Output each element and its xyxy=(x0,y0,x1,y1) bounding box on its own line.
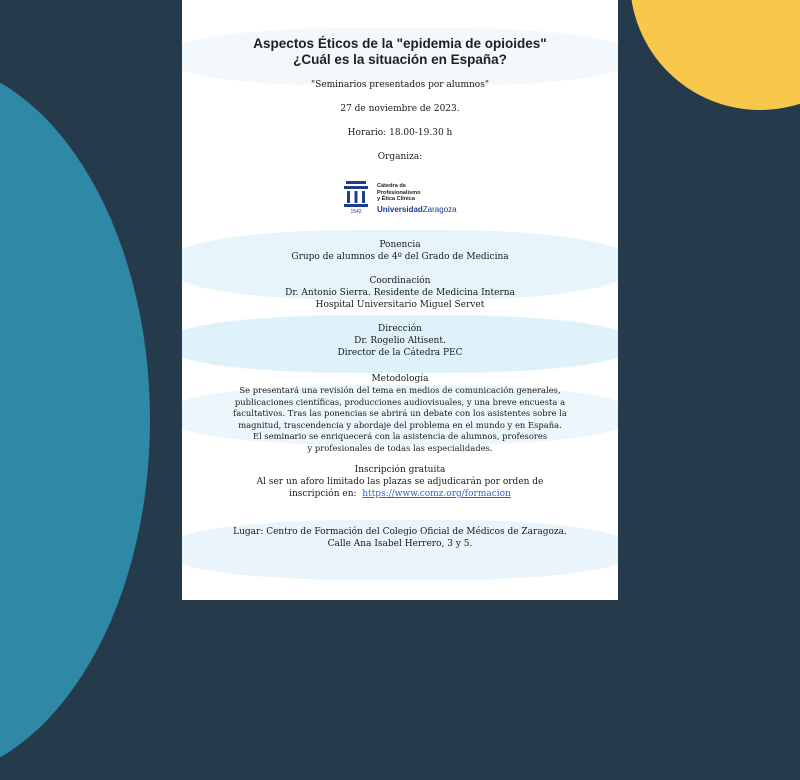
direccion-line-2: Director de la Cátedra PEC xyxy=(337,348,463,358)
coordinacion-heading: Coordinación xyxy=(369,276,431,286)
decorative-blue-circle xyxy=(0,60,150,780)
title-line-1: Aspectos Éticos de la "epidemia de opioides" xyxy=(253,36,547,51)
logo-line-1: Cátedra de xyxy=(377,183,406,190)
metodologia-line: Se presentará una revisión del tema en medios de comunicación generales, xyxy=(239,385,561,395)
inscripcion-line-1: Al ser un aforo limitado las plazas se adjudicarán por orden de xyxy=(256,477,544,487)
ponencia-text: Grupo de alumnos de 4º del Grado de Medicina xyxy=(291,252,509,262)
direccion-line-1: Dr. Rogelio Altisent. xyxy=(354,336,446,346)
ponencia-heading: Ponencia xyxy=(379,240,421,250)
metodologia-heading: Metodología xyxy=(371,374,429,384)
logo-university xyxy=(377,205,457,215)
registration-link[interactable]: https://www.comz.org/formacion xyxy=(362,489,511,499)
event-date: 27 de noviembre de 2023. xyxy=(340,104,460,114)
decorative-yellow-circle xyxy=(630,0,800,110)
title-line-2: ¿Cuál es la situación en España? xyxy=(293,52,507,67)
inscripcion-prefix: inscripción en: xyxy=(289,489,357,499)
subtitle: "Seminarios presentados por alumnos" xyxy=(311,80,489,90)
coordinacion-line-1: Dr. Antonio Sierra. Residente de Medicina Interna xyxy=(285,288,515,298)
metodologia-line: El seminario se enriquecerá con la asistencia de alumnos, profesores xyxy=(252,431,548,441)
inscripcion-line-2 xyxy=(182,489,618,500)
metodologia-line: publicaciones científicas, producciones audiovisuales, y una breve encuesta a xyxy=(234,396,566,407)
direccion-heading: Dirección xyxy=(378,324,422,334)
university-logo xyxy=(323,174,475,224)
logo-text xyxy=(377,183,457,215)
lugar-line-1: Lugar: Centro de Formación del Colegio Oficial de Médicos de Zaragoza. xyxy=(233,527,567,537)
logo-line-3: y Ética Clínica xyxy=(377,196,415,203)
university-emblem-icon xyxy=(343,180,369,218)
lugar-line-2: Calle Ana Isabel Herrero, 3 y 5. xyxy=(327,539,473,549)
poster-title xyxy=(182,36,618,68)
organiza-label: Organiza: xyxy=(377,152,423,162)
metodologia-line: facultativos. Tras las ponencias se abrirá un debate con los asistentes sobre la xyxy=(233,408,567,418)
coordinacion-line-2: Hospital Universitario Miguel Servet xyxy=(315,300,485,310)
inscripcion-heading: Inscripción gratuita xyxy=(354,465,446,475)
metodologia-line: y profesionales de todas las especialidades. xyxy=(307,442,493,453)
logo-university-bold: Universidad xyxy=(377,204,423,214)
poster-content xyxy=(182,0,618,600)
event-poster xyxy=(182,0,618,600)
metodologia-line: magnitud, trascendencia y abordaje del problema en el mundo y en España. xyxy=(238,419,562,430)
logo-line-2: Profesionalismo xyxy=(377,189,421,196)
logo-university-rest: Zaragoza xyxy=(422,204,457,214)
logo-year: 1542 xyxy=(350,209,362,215)
event-time: Horario: 18.00-19.30 h xyxy=(347,128,453,138)
